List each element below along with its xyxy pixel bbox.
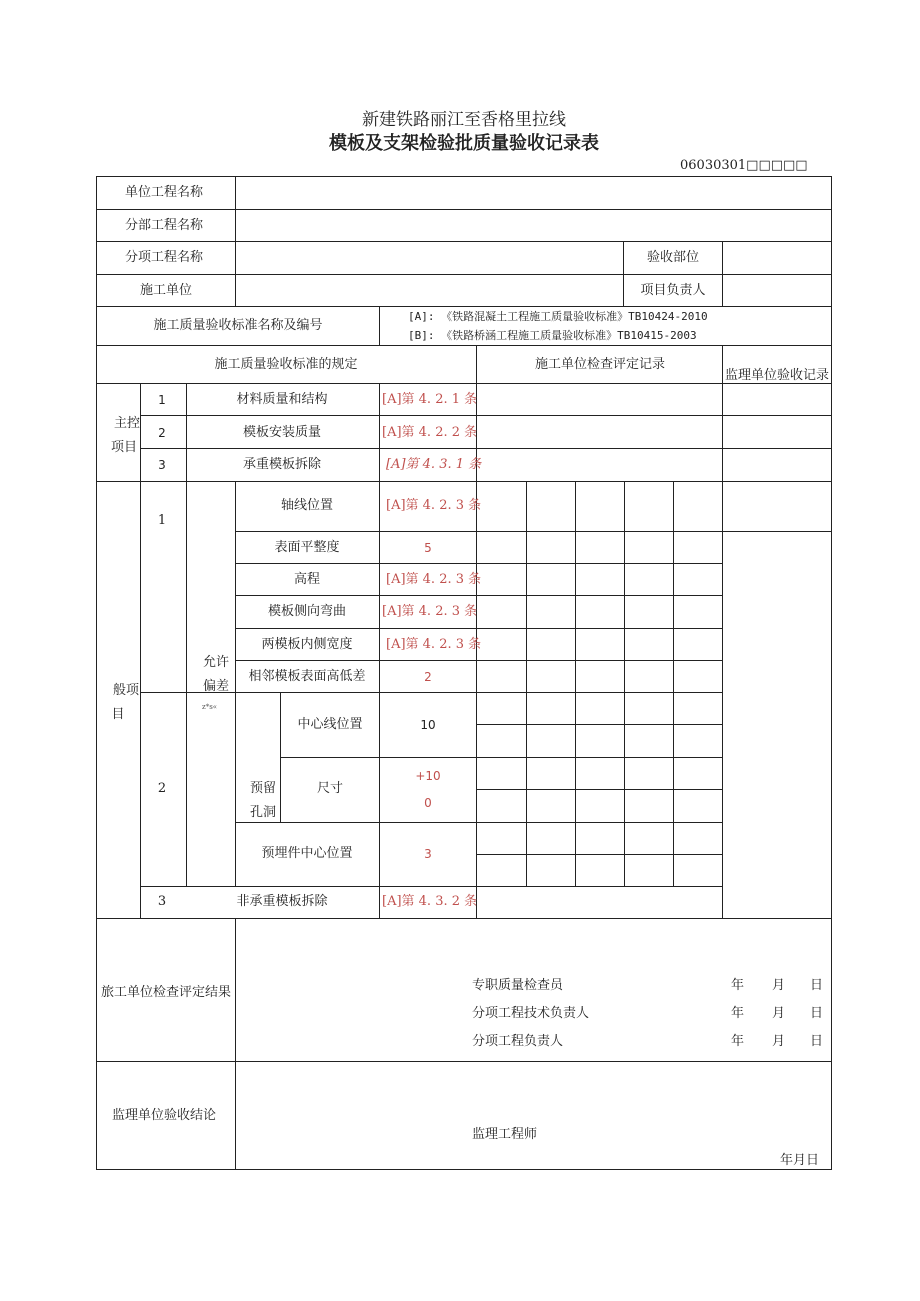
general-row-ref: 5	[424, 541, 432, 555]
main-row-no: 3	[158, 458, 166, 472]
page-title: 模板及支架检验批质量验收记录表	[329, 133, 599, 154]
general-row-item: 轴线位置	[280, 498, 334, 513]
main-row-ref: [A]第 4. 3. 1 条	[386, 457, 482, 472]
project-leader-label: 项目负责人	[640, 283, 706, 298]
main-row-item: 模板安装质量	[242, 425, 322, 440]
standard-b: [B]: 《铁路桥涵工程施工质量验收标准》TB10415-2003	[408, 329, 697, 342]
embed-center-value: 3	[424, 847, 432, 861]
inspect-part-label: 验收部位	[646, 250, 700, 265]
center-line-value: 10	[420, 718, 436, 732]
main-control-label-1: 主控	[113, 416, 141, 431]
general-no-3: 3	[157, 894, 167, 909]
year-label: 年	[731, 1006, 745, 1021]
general-label-2: 目	[111, 707, 125, 722]
unit-project-label: 单位工程名称	[124, 185, 204, 200]
day-label: 日	[810, 1034, 824, 1049]
general-row-ref: [A]第 4. 2. 3 条	[386, 498, 482, 513]
general-row-item: 两模板内侧宽度	[261, 637, 353, 652]
general-row-ref: [A]第 4. 2. 3 条	[386, 572, 482, 587]
general-row-item: 相邻模板表面高低差	[248, 669, 366, 684]
check-record-header: 施工单位检查评定记录	[534, 357, 666, 372]
general-no-2: 2	[157, 781, 167, 796]
general-row-item: 高程	[293, 572, 321, 587]
main-row-no: 1	[158, 393, 166, 407]
day-label: 日	[810, 1006, 824, 1021]
allow-label-2: 偏差	[202, 679, 230, 694]
general-row-item: 表面平整度	[274, 540, 340, 555]
spec-column-header: 施工质量验收标准的规定	[214, 357, 358, 372]
supervision-date: 年月日	[780, 1153, 820, 1168]
result-label: 旅工单位检查评定结果	[100, 985, 232, 1000]
center-line-item: 中心线位置	[297, 717, 363, 732]
general-row-ref: [A]第 4. 2. 3 条	[386, 637, 482, 652]
general-label-1: 般项	[112, 683, 140, 698]
main-row-ref: [A]第 4. 2. 2 条	[382, 425, 478, 440]
inspector-label: 专职质量检查员	[472, 978, 564, 993]
standard-name-label: 施工质量验收标准名称及编号	[153, 318, 323, 333]
nonbearing-ref: [A]第 4. 3. 2 条	[382, 894, 478, 909]
general-row-item: 模板侧向弯曲	[267, 604, 347, 619]
form-code: 06030301□□□□□	[680, 158, 808, 173]
month-label: 月	[772, 1006, 786, 1021]
size-value-2: 0	[424, 796, 432, 810]
supervise-record-header: 监理单位验收记录	[724, 368, 830, 383]
main-row-ref: [A]第 4. 2. 1 条	[382, 392, 478, 407]
supervision-engineer: 监理工程师	[472, 1127, 538, 1142]
item-project-label: 分项工程名称	[124, 250, 204, 265]
size-value-1: +10	[415, 769, 441, 783]
month-label: 月	[772, 978, 786, 993]
size-item: 尺寸	[316, 781, 344, 796]
year-label: 年	[731, 978, 745, 993]
main-row-item: 材料质量和结构	[236, 392, 328, 407]
month-label: 月	[772, 1034, 786, 1049]
general-row-ref: 2	[424, 670, 432, 684]
reserved-hole-label-2: 孔洞	[249, 805, 277, 820]
construct-unit-label: 施工单位	[139, 283, 193, 298]
year-label: 年	[731, 1034, 745, 1049]
supervision-label: 监理单位验收结论	[111, 1108, 217, 1123]
day-label: 日	[810, 978, 824, 993]
tech-leader-label: 分项工程技术负责人	[472, 1006, 590, 1021]
reserved-hole-label-1: 预留	[249, 781, 277, 796]
embed-center-item: 预埋件中心位置	[261, 846, 353, 861]
general-row-ref: [A]第 4. 2. 3 条	[382, 604, 478, 619]
nonbearing-item: 非承重模板拆除	[236, 894, 328, 909]
general-no-1: 1	[157, 513, 167, 528]
allow-label-1: 允许	[202, 655, 230, 670]
item-leader-label: 分项工程负责人	[472, 1034, 564, 1049]
main-row-item: 承重模板拆除	[242, 457, 322, 472]
main-control-label-2: 项目	[110, 440, 138, 455]
division-project-label: 分部工程名称	[124, 218, 204, 233]
main-row-no: 2	[158, 426, 166, 440]
standard-a: [A]: 《铁路混凝土工程施工质量验收标准》TB10424-2010	[408, 310, 708, 323]
allow-note: z*s«	[202, 703, 218, 711]
header-line1: 新建铁路丽江至香格里拉线	[362, 110, 566, 130]
